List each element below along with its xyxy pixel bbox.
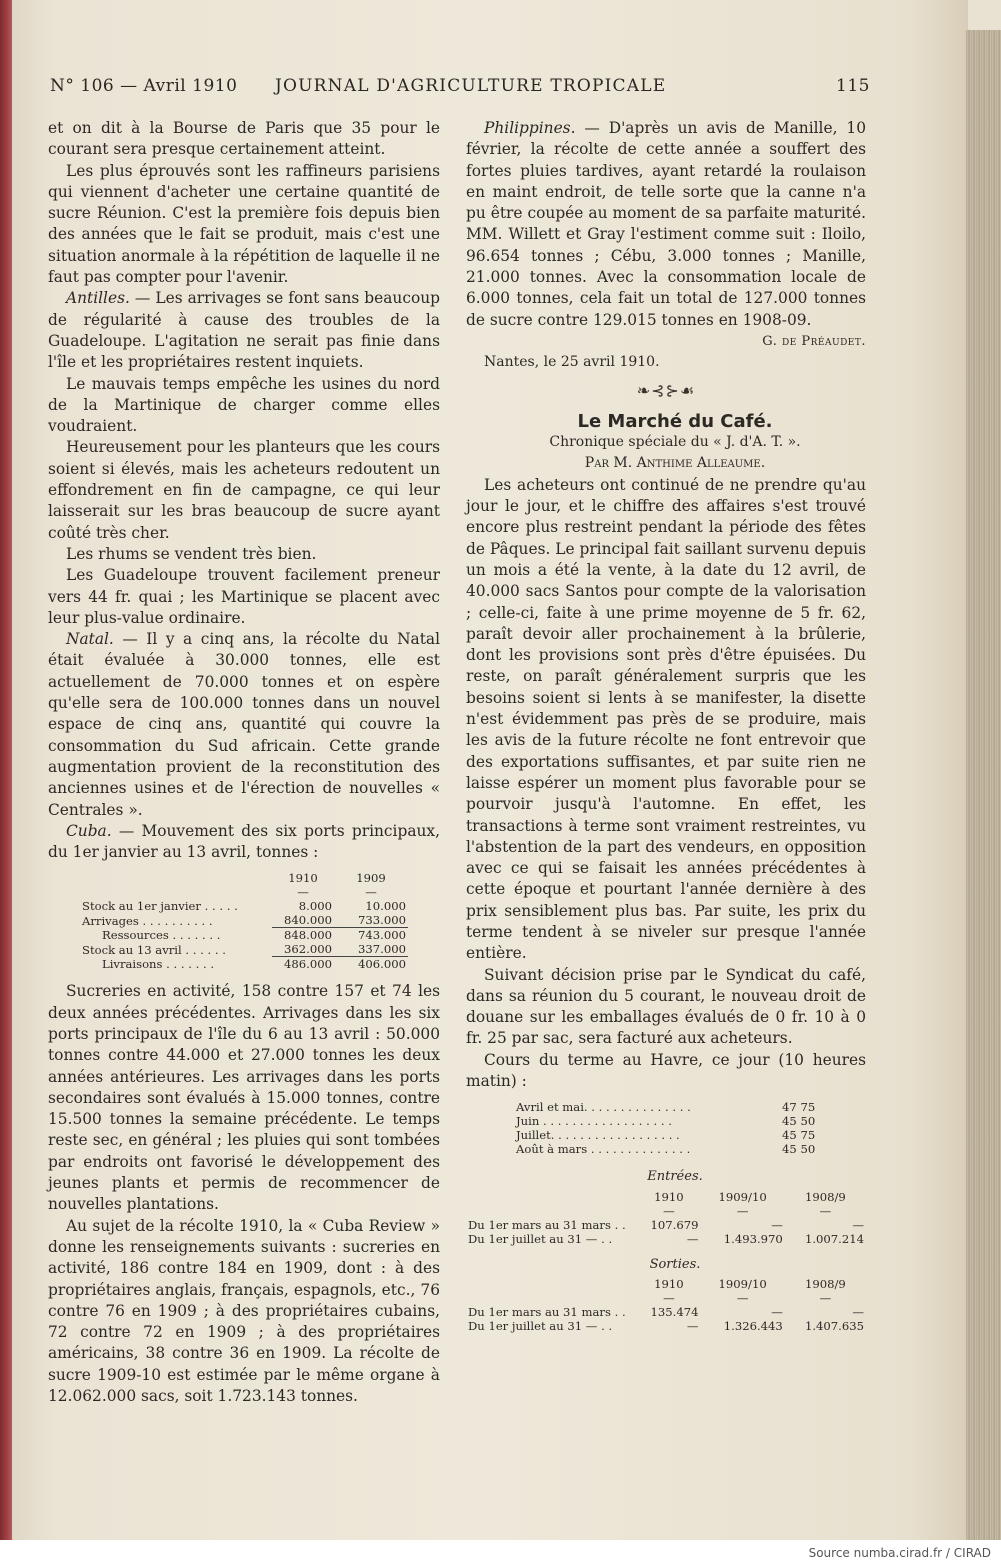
cuba-stock-table	[80, 871, 408, 971]
cell: 107.679	[650, 1217, 699, 1232]
row-label: Arrivages . . . . . . . . . .	[82, 913, 213, 928]
section-label: Natal.	[66, 630, 114, 649]
cell: 733.000	[358, 913, 406, 928]
paragraph-text: — D'après un avis de Manille, 10 février, la récolte de cette année a souffert des fortes pluies tardives, ayant retardé la roulaison en maint endroit, de telle sorte que la canne n'a pu être coupée au moment de sa parfaite maturité. MM. Willett et Gray l'estiment comme suit : Iloilo, 96.654 tonnes ; Cébu, 3.000 tonnes ; Manille, 21.000 tonnes. Avec la consommation locale de 6.000 tonnes, cela fait un total de 127.000 tonnes de sucre contre 129.015 tonnes en 1908-09.	[466, 119, 866, 329]
table-row	[466, 1232, 866, 1246]
table-dash: —	[819, 1203, 832, 1218]
source-credit: Source numba.cirad.fr / CIRAD	[808, 1546, 991, 1560]
havre-prices-table	[514, 1100, 817, 1156]
paragraph	[48, 288, 440, 373]
table-row	[514, 1100, 817, 1114]
table-row	[514, 1128, 817, 1142]
row-label: Avril et mai. . . . . . . . . . . . . . .	[516, 1100, 691, 1115]
paragraph: Suivant décision prise par le Syndicat du café, dans sa réunion du 5 courant, le nouveau droit de douane sur les emballages évalués de 0 fr. 10 à 0 fr. 25 par sac, sera facturé aux acheteurs.	[466, 965, 866, 1048]
paragraph: Les acheteurs ont continué de ne prendre qu'au jour le jour, et le chiffre des affaires s'est trouvé encore plus restreint pendant la période des fêtes de Pâques. Le principal fait saillant survenu depuis un mois a été la vente, à la date du 12 avril, de 40.000 sacs Santos pour compte de la valorisation ; celle-ci, faite à une prime moyenne de 5 fr. 62, paraît devoir aller prochainement à la brûlerie, dont les provisions sont près d'être épuisées. Du reste, on paraît généralement surpris que les besoins soient si lents à se manifester, la disette n'est évidemment pas près de se produire, mais les avis de la future récolte ne font entrevoir que des exportations suffisantes, et par suite rien ne laisse espérer un moment plus favorable pour se pourvoir jusqu'à l'automne. En effet, les transactions à terme sont vraiment restreintes, vu l'abstention de la part des vendeurs, en opposition avec ce qui se faisait les années précédentes à cette époque et pourtant l'année dernière à des prix sensiblement plus bas. Par suite, les prix du terme tendent à se niveler sur presque l'année entière.	[466, 475, 867, 963]
paragraph-text: — Il y a cinq ans, la récolte du Natal était évaluée à 30.000 tonnes, elle est actuellement de 70.000 tonnes et on espère qu'elle sera de 100.000 tonnes dans un nouvel espace de cinq ans, quantité qui couvre la consommation du Sud africain. Cette grande augmentation provient de la reconstitution des anciennes usines et de l'érection de nouvelles « Centrales ».	[48, 630, 440, 819]
cell: 1.407.635	[804, 1318, 864, 1333]
cell: 840.000	[284, 913, 332, 928]
table-row	[514, 1114, 817, 1128]
paragraph: et on dit à la Bourse de Paris que 35 pour le courant sera presque certainement atteint.	[48, 119, 440, 159]
table-header: 1910	[654, 1276, 684, 1291]
cell: 1.326.443	[723, 1318, 783, 1333]
section-label: Cuba.	[66, 821, 112, 840]
issue-number: N° 106 — Avril 1910	[50, 76, 238, 96]
paragraph: Les plus éprouvés sont les raffineurs parisiens qui viennent d'acheter une certaine quantité de sucre Réunion. C'est la première fois depuis bien des années que le fait se produit, mais c'est une situation anormale à la répétition de laquelle il ne faut pas compter pour l'avenir.	[48, 161, 440, 287]
row-label: Du 1er juillet au 31 — . .	[468, 1318, 613, 1333]
cell: —	[852, 1304, 864, 1319]
table-row	[80, 957, 408, 972]
row-label: Du 1er mars au 31 mars . .	[468, 1304, 626, 1319]
paragraph: Heureusement pour les planteurs que les cours soient si élevés, mais les acheteurs redoutent un effondrement en fin de campagne, ce qui leur laisserait sur les bras beaucoup de sucre ayant coûté très cher.	[48, 438, 440, 542]
table-row	[80, 928, 408, 943]
cell: —	[771, 1304, 783, 1319]
table-header: 1910	[288, 871, 318, 886]
running-header	[50, 76, 870, 98]
cell: 406.000	[334, 957, 408, 972]
article-title: Le Marché du Café.	[577, 410, 773, 432]
paragraph: Sucreries en activité, 158 contre 157 et 74 les deux années précédentes. Arrivages dans les six ports principaux de l'île du 6 au 13 avril : 50.000 tonnes contre 44.000 et 27.000 tonnes les deux années antérieures. Les arrivages dans les ports secondaires sont évalués à 15.000 tonnes, contre 15.500 tonnes la semaine précédente. Le temps reste sec, en général ; les pluies qui sont tombées par endroits ont favorisé le développement des jeunes plants et permis de recommencer de nouvelles plantations.	[48, 982, 440, 1214]
row-label: Ressources . . . . . . .	[102, 928, 221, 943]
table-row	[80, 899, 408, 913]
cell: 1.493.970	[723, 1231, 783, 1246]
paragraph	[48, 629, 440, 821]
cell: 135.474	[650, 1304, 699, 1319]
cell: 47 75	[782, 1100, 816, 1115]
paragraph: Cours du terme au Havre, ce jour (10 heures matin) :	[466, 1050, 866, 1091]
table-header: 1908/9	[805, 1276, 846, 1291]
place-date: Nantes, le 25 avril 1910.	[484, 354, 660, 371]
page-number: 115	[836, 76, 870, 96]
cell: 743.000	[334, 928, 408, 943]
row-label: Juillet. . . . . . . . . . . . . . . . . .	[516, 1128, 680, 1143]
table-caption: Entrées.	[647, 1169, 703, 1185]
table-row	[466, 1305, 866, 1319]
paragraph	[48, 821, 440, 864]
section-label: Antilles.	[66, 289, 130, 308]
table-dash: —	[736, 1203, 749, 1218]
paragraph-text: — Les arrivages se font sans beaucoup de régularité à cause des troubles de la Guadeloupe. L'agitation ne serait pas finie dans l'île et les propriétaires restent inquiets.	[48, 289, 440, 372]
cell: 486.000	[272, 957, 334, 972]
table-header: 1910	[654, 1189, 684, 1204]
table-dash: —	[663, 1290, 675, 1305]
row-label: Juin . . . . . . . . . . . . . . . . . .	[516, 1114, 672, 1129]
entrees-table	[466, 1190, 866, 1246]
row-label: Stock au 13 avril . . . . . .	[82, 942, 226, 957]
table-header: 1909/10	[718, 1276, 767, 1291]
cell: —	[852, 1217, 864, 1232]
row-label: Du 1er juillet au 31 — . .	[468, 1231, 613, 1246]
paragraph: Les rhums se vendent très bien.	[66, 544, 317, 563]
row-label: Août à mars . . . . . . . . . . . . . .	[516, 1142, 691, 1157]
table-dash: —	[663, 1203, 675, 1218]
table-row	[466, 1319, 866, 1333]
section-label: Philippines.	[484, 119, 576, 137]
ornament-divider: ❧⊰⊱☙	[636, 380, 696, 400]
cell: 45 75	[782, 1128, 816, 1143]
cell: 10.000	[365, 899, 406, 914]
table-dash: —	[297, 885, 309, 900]
table-header: 1909	[356, 871, 386, 886]
table-row	[80, 913, 408, 928]
article-author: Par M. Anthime Alleaume.	[584, 455, 766, 472]
article-subtitle: Chronique spéciale du « J. d'A. T. ».	[549, 434, 801, 451]
table-caption: Sorties.	[649, 1256, 701, 1272]
cell: 848.000	[272, 928, 334, 943]
paragraph	[466, 118, 866, 331]
table-dash: —	[736, 1290, 749, 1305]
table-dash: —	[365, 885, 377, 900]
cell: 337.000	[358, 942, 406, 957]
journal-title: JOURNAL D'AGRICULTURE TROPICALE	[275, 76, 667, 96]
sorties-table	[466, 1277, 866, 1333]
paragraph-text: — Mouvement des six ports principaux, du 1er janvier au 13 avril, tonnes :	[48, 821, 440, 862]
cell: —	[686, 1231, 699, 1246]
cell: 45 50	[782, 1114, 816, 1129]
cell: 45 50	[782, 1142, 816, 1157]
cell: —	[686, 1318, 699, 1333]
paragraph: Les Guadeloupe trouvent facilement preneur vers 44 fr. quai ; les Martinique se placent avec leur plus-value ordinaire.	[48, 566, 440, 627]
cell: 8.000	[298, 899, 332, 914]
right-column	[466, 118, 866, 1333]
page-stack-edge	[966, 30, 1001, 1540]
cell: 362.000	[284, 942, 332, 957]
table-dash: —	[819, 1290, 832, 1305]
table-row	[514, 1142, 817, 1156]
table-header: 1908/9	[805, 1189, 846, 1204]
table-row	[466, 1218, 866, 1232]
author-signature: G. de Préaudet.	[762, 333, 866, 349]
binding-spine	[0, 0, 12, 1540]
paragraph: Au sujet de la récolte 1910, la « Cuba Review » donne les renseignements suivants : sucreries en activité, 186 contre 184 en 1909, dont : à des propriétaires anglais, français, espagnols, etc., 76 contre 76 en 1909 ; à des propriétaires cubains, 72 contre 72 en 1909 ; à des propriétaires américains, 38 contre 36 en 1909. La récolte de sucre 1909-10 est estimée par le même organe à 12.062.000 sacs, soit 1.723.143 tonnes.	[48, 1216, 440, 1406]
table-header: 1909/10	[718, 1189, 767, 1204]
table-row	[80, 942, 408, 957]
paragraph: Le mauvais temps empêche les usines du nord de la Martinique de charger comme elles voudraient.	[48, 374, 440, 436]
cell: 1.007.214	[804, 1231, 864, 1246]
row-label: Livraisons . . . . . . .	[102, 957, 215, 972]
cell: —	[771, 1217, 783, 1232]
row-label: Stock au 1er janvier . . . . .	[82, 899, 238, 914]
row-label: Du 1er mars au 31 mars . .	[468, 1217, 626, 1232]
left-column	[48, 118, 440, 1407]
